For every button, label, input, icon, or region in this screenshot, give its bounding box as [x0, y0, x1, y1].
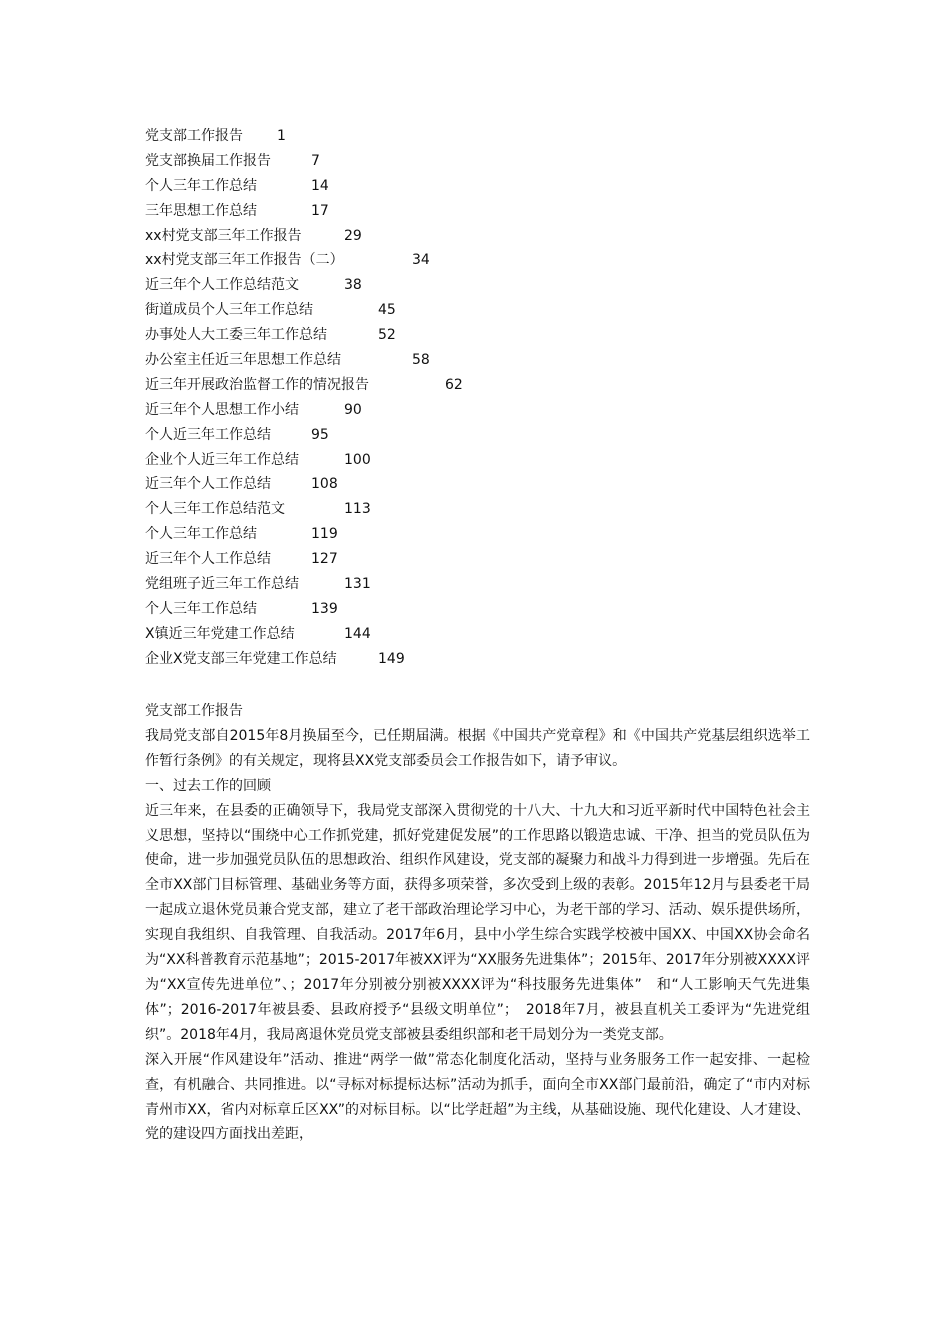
toc-entry[interactable]: [145, 423, 805, 448]
toc-entry-page: 29: [344, 227, 362, 244]
toc-entry-page: 139: [311, 600, 338, 617]
toc-entry-title: 近三年个人思想工作小结: [145, 401, 299, 418]
toc-entry-title: 办事处人大工委三年工作总结: [145, 327, 327, 344]
toc-entry-title: 近三年个人工作总结: [145, 551, 271, 568]
toc-entry[interactable]: [145, 149, 805, 174]
toc-entry-title: 个人三年工作总结: [145, 177, 257, 194]
toc-entry[interactable]: [145, 248, 805, 273]
toc-entry[interactable]: [145, 273, 805, 298]
toc-entry[interactable]: [145, 448, 805, 473]
toc-entry-page: 119: [311, 526, 338, 543]
toc-entry[interactable]: [145, 124, 805, 149]
toc-entry-page: 100: [344, 451, 371, 468]
toc-entry[interactable]: [145, 472, 805, 497]
toc-entry-title: 办公室主任近三年思想工作总结: [145, 352, 341, 369]
report-title: 党支部工作报告: [145, 703, 243, 719]
toc-entry-page: 1: [277, 128, 286, 144]
toc-entry-page: 108: [311, 476, 338, 493]
body-paragraph: 近三年来，在县委的正确领导下，我局党支部深入贯彻党的十八大、十九大和习近平新时代中国特色社会主义思想，坚持以“围绕中心工作抓党建，抓好党建促发展”的工作思路以锻造忠诚、干净、担当的党员队伍为使命，进一步加强党员队伍的思想政治、组织作风建设，党支部的凝聚力和战斗力得到进一步增强。先后在全市XX部门目标管理、基础业务等方面，获得多项荣誉，多次受到上级的表彰。2015年12月与县委老干局一起成立退休党员兼合党支部，建立了老干部政治理论学习中心，为老干部的学习、活动、娱乐提供场所，实现自我组织、自我管理、自我活动。2017年6月，县中小学生综合实践学校被中国XX、中国XX协会命名为“XX科普教育示范基地”；2015-2017年被XX评为“XX服务先进集体”；2015年、2017年分别被XXXX评为“XX宣传先进单位”、；2017年分别被分别被XXXX评为“科技服务先进集体” 和“人工影响天气先进集体”；2016-2017年被县委、县政府授予“县级文明单位”； 2018年7月，被县直机关工委评为“先进党组织”。2018年4月，我局离退休党员党支部被县委组织部和老干局划分为一类党支部。: [145, 802, 810, 1043]
toc-entry[interactable]: [145, 497, 805, 522]
body-paragraph: 深入开展“作风建设年”活动、推进“两学一做”常态化制度化活动，坚持与业务服务工作一起安排、一起检查，有机融合、共同推进。以“寻标对标提标达标”活动为抓手，面向全市XX部门最前沿，确定了“市内对标青州市XX，省内对标章丘区XX”的对标目标。以“比学赶超”为主线，从基础设施、现代化建设、人才建设、党的建设四方面找出差距，: [145, 1051, 810, 1143]
toc-entry-title: 近三年个人工作总结范文: [145, 277, 299, 294]
toc-entry-page: 127: [311, 551, 338, 568]
toc-entry[interactable]: [145, 647, 805, 672]
toc-entry[interactable]: [145, 597, 805, 622]
toc-entry-page: 62: [445, 376, 463, 393]
toc-entry-title: 近三年个人工作总结: [145, 476, 271, 493]
toc-entry-page: 52: [378, 327, 396, 344]
toc-entry-title: 街道成员个人三年工作总结: [145, 302, 313, 319]
report-body: [145, 699, 810, 1147]
toc-entry-page: 144: [344, 625, 371, 642]
toc-entry-title: 个人三年工作总结: [145, 526, 257, 543]
toc-entry-title: 党支部工作报告: [145, 128, 243, 144]
toc-entry-title: 党支部换届工作报告: [145, 152, 271, 169]
toc-entry-title: xx村党支部三年工作报告: [145, 227, 302, 244]
toc-entry[interactable]: [145, 547, 805, 572]
toc-entry[interactable]: [145, 224, 805, 249]
toc-entry-page: 113: [344, 501, 371, 518]
toc-entry[interactable]: [145, 323, 805, 348]
toc-entry-page: 45: [378, 302, 396, 319]
toc-entry-page: 34: [412, 252, 430, 269]
toc-entry-title: xx村党支部三年工作报告（二）: [145, 252, 344, 269]
toc-entry[interactable]: [145, 398, 805, 423]
toc-entry[interactable]: [145, 298, 805, 323]
toc-entry-title: 近三年开展政治监督工作的情况报告: [145, 376, 369, 393]
toc-entry-page: 58: [412, 352, 430, 369]
toc-entry-title: 个人三年工作总结范文: [145, 501, 285, 518]
toc-entry[interactable]: [145, 174, 805, 199]
toc-entry-page: 90: [344, 401, 362, 418]
toc-entry-page: 7: [311, 152, 320, 169]
toc-entry[interactable]: [145, 522, 805, 547]
toc-entry-title: 三年思想工作总结: [145, 202, 257, 219]
toc-entry-page: 131: [344, 576, 371, 593]
toc-entry-page: 95: [311, 426, 329, 443]
toc-entry-page: 17: [311, 202, 329, 219]
toc-entry[interactable]: [145, 373, 805, 398]
toc-entry-page: 149: [378, 650, 405, 667]
toc-entry[interactable]: [145, 199, 805, 224]
toc-entry-page: 38: [344, 277, 362, 294]
report-intro-paragraph: 我局党支部自2015年8月换届至今，已任期届满。根据《中国共产党章程》和《中国共产党基层组织选举工作暂行条例》的有关规定，现将县XX党支部委员会工作报告如下，请予审议。: [145, 727, 810, 769]
toc-entry[interactable]: [145, 622, 805, 647]
table-of-contents: [145, 124, 805, 672]
toc-entry[interactable]: [145, 572, 805, 597]
toc-entry[interactable]: [145, 348, 805, 373]
toc-entry-title: 个人近三年工作总结: [145, 426, 271, 443]
toc-entry-title: 个人三年工作总结: [145, 600, 257, 617]
toc-entry-title: 企业X党支部三年党建工作总结: [145, 650, 337, 667]
section-heading: 一、过去工作的回顾: [145, 777, 271, 794]
toc-entry-title: X镇近三年党建工作总结: [145, 625, 295, 642]
toc-entry-page: 14: [311, 177, 329, 194]
toc-entry-title: 党组班子近三年工作总结: [145, 576, 299, 593]
toc-entry-title: 企业个人近三年工作总结: [145, 451, 299, 468]
